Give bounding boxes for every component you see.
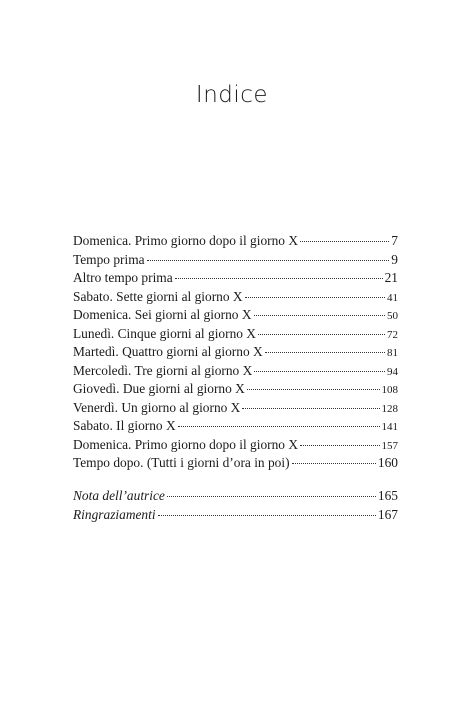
dot-leader (265, 351, 385, 353)
toc-entry (73, 380, 398, 399)
toc-entry-label: Sabato. Sette giorni al giorno X (73, 288, 243, 304)
dot-leader (147, 259, 390, 261)
dot-leader (245, 296, 385, 298)
toc-entry-label: Nota dell’autrice (73, 488, 165, 503)
dot-leader (254, 370, 385, 372)
dot-leader (258, 333, 385, 335)
toc-entry-label: Mercoledì. Tre giorni al giorno X (73, 362, 253, 378)
toc-entry-label: Lunedì. Cinque giorni al giorno X (73, 325, 256, 341)
toc-entry (73, 454, 398, 473)
table-of-contents-appendix (73, 487, 398, 524)
toc-entry (73, 399, 398, 418)
toc-entry (73, 436, 398, 455)
dot-leader (178, 425, 380, 427)
toc-entry-page: 128 (381, 402, 398, 415)
toc-entry (73, 306, 398, 325)
toc-entry-page: 50 (387, 310, 398, 322)
dot-leader (254, 314, 385, 316)
dot-leader (300, 444, 379, 446)
toc-entry-label: Domenica. Sei giorni al giorno X (73, 307, 252, 322)
toc-entry-page: 167 (377, 506, 398, 522)
toc-entry-label: Domenica. Primo giorno dopo il giorno X (73, 233, 299, 248)
toc-entry-page: 7 (391, 233, 398, 248)
toc-entry-page: 157 (381, 439, 398, 452)
toc-entry-label: Giovedì. Due giorni al giorno X (73, 381, 245, 396)
toc-entry (73, 487, 398, 506)
toc-entry-label: Tempo dopo. (Tutti i giorni d’ora in poi) (73, 455, 290, 470)
toc-entry-page: 9 (391, 251, 398, 267)
toc-entry-label: Venerdì. Un giorno al giorno X (73, 399, 241, 415)
dot-leader (300, 240, 389, 242)
dot-leader (167, 495, 376, 497)
toc-entry (73, 232, 398, 251)
dot-leader (292, 462, 376, 464)
toc-entry-page: 41 (387, 291, 398, 304)
dot-leader (175, 277, 383, 279)
toc-entry-page: 160 (377, 455, 398, 470)
toc-entry (73, 506, 398, 525)
toc-entry-label: Altro tempo prima (73, 270, 173, 285)
table-of-contents (73, 232, 398, 473)
toc-entry-page: 94 (387, 365, 398, 378)
toc-entry (73, 269, 398, 288)
toc-entry (73, 417, 398, 436)
dot-leader (247, 388, 380, 390)
toc-entry-page: 81 (387, 347, 398, 359)
toc-entry-page: 108 (381, 384, 398, 396)
toc-entry (73, 251, 398, 270)
toc-entry-page: 141 (381, 421, 398, 433)
toc-entry-label: Domenica. Primo giorno dopo il giorno X (73, 436, 299, 452)
dot-leader (158, 514, 376, 516)
toc-entry-label: Martedì. Quattro giorni al giorno X (73, 344, 263, 359)
toc-entry (73, 288, 398, 307)
toc-entry (73, 362, 398, 381)
toc-entry-page: 72 (387, 328, 398, 341)
toc-entry-page: 21 (384, 270, 398, 285)
toc-entry (73, 325, 398, 344)
toc-entry-label: Ringraziamenti (73, 506, 156, 522)
toc-entry-label: Tempo prima (73, 251, 145, 267)
toc-entry-page: 165 (377, 488, 398, 503)
page-title: Indice (195, 82, 269, 108)
dot-leader (242, 407, 379, 409)
toc-entry (73, 343, 398, 362)
toc-entry-label: Sabato. Il giorno X (73, 418, 176, 433)
